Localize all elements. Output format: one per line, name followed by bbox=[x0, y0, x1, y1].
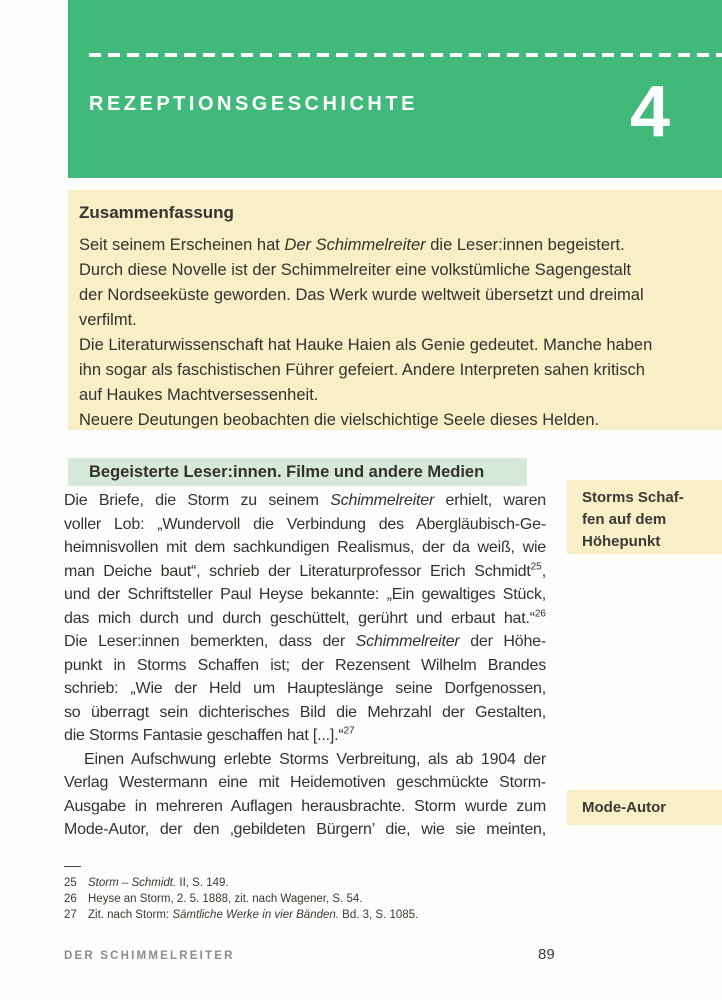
text-segment: so überragt sein dichterisches Bild die Mehrzahl der Gestalten, bbox=[64, 703, 546, 721]
text-segment: die Leser:innen begeistert. bbox=[425, 236, 625, 254]
text-segment: das mich durch und durch geschüttelt, gerührt und erbaut hat.“ bbox=[64, 609, 535, 627]
text-segment: Die Leser:innen bemerkten, dass der bbox=[64, 633, 356, 650]
text-line bbox=[64, 536, 546, 560]
text-segment: Neuere Deutungen beobachten die vielschichtige Seele dieses Helden. bbox=[79, 411, 600, 429]
footnote-number: 25 bbox=[64, 877, 77, 889]
footnote bbox=[64, 908, 604, 924]
text-line bbox=[79, 308, 702, 333]
text-line bbox=[79, 233, 702, 258]
text-line bbox=[64, 748, 546, 772]
text-segment: II, S. 149. bbox=[176, 877, 229, 889]
text-line bbox=[64, 583, 546, 607]
dashed-rule bbox=[89, 53, 722, 57]
footnote-marker: 27 bbox=[343, 725, 355, 737]
italic-text: Sämtliche Werke in vier Bänden. bbox=[172, 908, 339, 921]
body-text bbox=[64, 489, 546, 842]
footnotes bbox=[64, 876, 604, 923]
text-segment: auf Haukes Machtversessenheit. bbox=[79, 386, 319, 404]
text-line bbox=[64, 560, 546, 584]
footnote-text bbox=[88, 908, 418, 924]
summary-box bbox=[68, 190, 722, 430]
text-line bbox=[79, 408, 702, 433]
text-segment: verfilmt. bbox=[79, 311, 137, 329]
footnote-rule bbox=[64, 866, 81, 867]
footnote-number: 27 bbox=[64, 908, 77, 921]
text-segment: Einen Aufschwung erlebte Storms Verbreitung, als ab 1904 der bbox=[84, 750, 546, 768]
margin-note-line: Höhepunkt bbox=[582, 533, 661, 550]
chapter-number: 4 bbox=[629, 72, 670, 152]
text-line bbox=[64, 489, 546, 513]
text-line bbox=[64, 724, 546, 748]
text-segment: Bd. 3, S. 1085. bbox=[338, 908, 419, 921]
text-segment: man Deiche baut“, schrieb der Literaturprofessor Erich Schmidt bbox=[64, 562, 531, 580]
text-segment: Mode-Autor, der den ‚gebildeten Bürgern’ die, wie sie meinten, bbox=[64, 821, 546, 838]
text-segment: Verlag Westermann eine mit Heidemotiven geschmückte Storm- bbox=[64, 774, 546, 791]
text-segment: ihn sogar als faschistischen Führer gefeiert. Andere Interpreten sahen kritisch bbox=[79, 361, 645, 379]
text-segment: Zit. nach Storm: bbox=[88, 908, 173, 921]
text-segment: punkt in Storms Schaffen ist; der Rezensent Wilhelm Brandes bbox=[64, 656, 546, 674]
text-segment: erhielt, waren bbox=[434, 492, 546, 509]
summary-text bbox=[79, 233, 702, 433]
footnote bbox=[64, 892, 604, 908]
footnote-text bbox=[88, 892, 362, 908]
footnote-number: 26 bbox=[64, 892, 77, 905]
text-line bbox=[79, 358, 702, 383]
footnote-marker: 26 bbox=[534, 608, 546, 620]
text-line bbox=[64, 513, 546, 537]
text-segment: der Nordseeküste geworden. Das Werk wurde weltweit übersetzt und dreimal bbox=[79, 286, 644, 304]
summary-heading: Zusammenfassung bbox=[79, 203, 234, 222]
text-segment: heimnisvollen mit dem sachkundigen Realismus, der da weiß, wie bbox=[64, 539, 546, 556]
page-number: 89 bbox=[538, 946, 555, 963]
italic-text: Storm – Schmidt. bbox=[88, 877, 177, 889]
text-line bbox=[64, 677, 546, 701]
italic-text: Schimmelreiter bbox=[355, 633, 460, 650]
text-segment: die Storms Fantasie geschaffen hat [...].“ bbox=[64, 727, 344, 744]
text-segment: Ausgabe in mehreren Auflagen herausbrachte. Storm wurde zum bbox=[64, 797, 546, 815]
text-line bbox=[64, 818, 546, 842]
text-segment: voller Lob: „Wundervoll die Verbindung des Abergläubisch-Ge- bbox=[64, 515, 546, 533]
text-line bbox=[79, 333, 702, 358]
section-heading: Begeisterte Leser:innen. Filme und andere Medien bbox=[68, 458, 527, 486]
text-segment: Seit seinem Erscheinen hat bbox=[79, 236, 285, 254]
chapter-header bbox=[68, 0, 722, 178]
text-segment: der Höhe- bbox=[459, 633, 546, 650]
text-segment: Die Literaturwissenschaft hat Hauke Haien als Genie gedeutet. Manche haben bbox=[79, 336, 653, 354]
footer-book-title: DER SCHIMMELREITER bbox=[64, 950, 235, 962]
margin-note-storms-schaffen bbox=[567, 480, 722, 554]
text-line bbox=[64, 654, 546, 678]
text-segment: und der Schriftsteller Paul Heyse bekannte: „Ein gewaltiges Stück, bbox=[64, 586, 546, 603]
text-segment: Heyse an Storm, 2. 5. 1888, zit. nach Wagener, S. 54. bbox=[88, 892, 363, 905]
text-line bbox=[64, 795, 546, 819]
chapter-title: REZEPTIONSGESCHICHTE bbox=[89, 93, 418, 115]
footnote-marker: 25 bbox=[530, 561, 542, 573]
footnote-text bbox=[88, 876, 229, 892]
text-line bbox=[64, 701, 546, 725]
margin-note-line: Storms Schaf- bbox=[582, 489, 684, 506]
margin-note-line: fen auf dem bbox=[582, 511, 667, 528]
text-segment: schrieb: „Wie der Held um Haupteslänge seine Dorfgenossen, bbox=[64, 680, 546, 697]
text-segment: , bbox=[541, 562, 546, 580]
footnote bbox=[64, 876, 604, 892]
text-line bbox=[64, 630, 546, 654]
text-line bbox=[79, 283, 702, 308]
text-line bbox=[79, 258, 702, 283]
text-line bbox=[64, 607, 546, 631]
text-segment: Die Briefe, die Storm zu seinem bbox=[64, 492, 331, 509]
italic-text: Der Schimmelreiter bbox=[284, 236, 426, 254]
text-line bbox=[64, 771, 546, 795]
italic-text: Schimmelreiter bbox=[330, 492, 435, 509]
text-segment: Durch diese Novelle ist der Schimmelreiter eine volkstümliche Sagengestalt bbox=[79, 261, 632, 279]
margin-note-line: Mode-Autor bbox=[582, 799, 667, 816]
margin-note-mode-autor bbox=[567, 790, 722, 825]
text-line bbox=[79, 383, 702, 408]
